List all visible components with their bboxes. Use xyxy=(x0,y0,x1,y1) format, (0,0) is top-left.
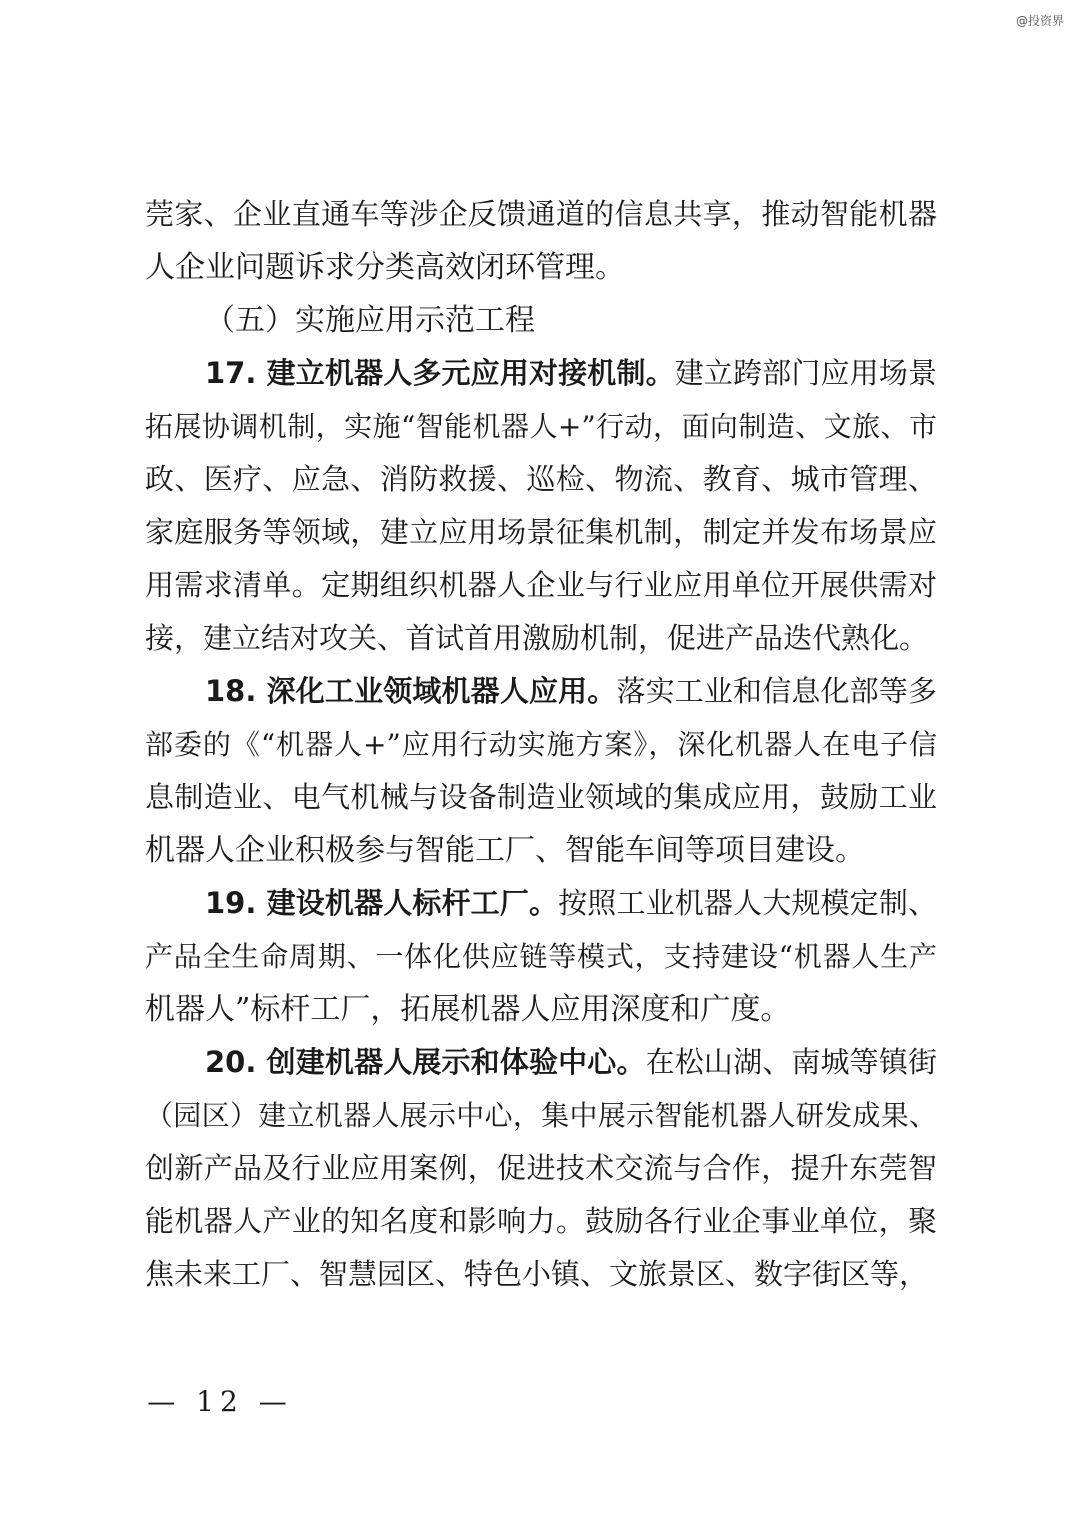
line-text: 机器人企业积极参与智能工厂、智能车间等项目建设。 xyxy=(145,833,865,868)
line-text: （园区）建立机器人展示中心，集中展示智能机器人研发成果、 xyxy=(145,1099,937,1132)
line-text: 接，建立结对攻关、首试首用激励机制，促进产品迭代熟化。 xyxy=(145,621,929,655)
line-text: 用需求清单。定期组织机器人企业与行业应用单位开展供需对 xyxy=(145,568,937,602)
line-text: 按照工业机器人大规模定制、 xyxy=(558,886,937,920)
text-line xyxy=(145,1036,937,1089)
line-text: 人企业问题诉求分类高效闭环管理。 xyxy=(145,250,625,285)
item-heading: 18. 深化工业领域机器人应用。 xyxy=(205,674,617,708)
text-line xyxy=(145,718,937,771)
text-line xyxy=(145,400,937,453)
line-text: 产品全生命周期、一体化供应链等模式，支持建设“机器人生产 xyxy=(145,940,937,973)
line-text: 莞家、企业直通车等涉企反馈通道的信息共享，推动智能机器 xyxy=(145,197,937,231)
text-line xyxy=(145,1248,937,1301)
line-text: 息制造业、电气机械与设备制造业领域的集成应用，鼓励工业 xyxy=(145,780,937,814)
text-line xyxy=(145,930,937,983)
text-line xyxy=(145,1142,937,1195)
line-text: 创新产品及行业应用案例，促进技术交流与合作，提升东莞智 xyxy=(145,1151,937,1185)
text-line xyxy=(145,877,937,930)
item-heading: 20. 创建机器人展示和体验中心。 xyxy=(205,1045,646,1079)
line-text: 拓展协调机制，实施“智能机器人+”行动，面向制造、文旅、市 xyxy=(145,410,937,443)
text-line xyxy=(145,347,937,400)
line-text: 建立跨部门应用场景 xyxy=(674,356,937,390)
text-line xyxy=(145,1089,937,1142)
document-body xyxy=(145,188,937,1301)
text-line xyxy=(145,983,937,1036)
line-text: 家庭服务等领域，建立应用场景征集机制，制定并发布场景应 xyxy=(145,515,937,549)
line-text: 在松山湖、南城等镇街 xyxy=(645,1045,937,1079)
text-line xyxy=(145,612,937,665)
line-text: 落实工业和信息化部等多 xyxy=(616,674,937,708)
page-number: — 12 — xyxy=(147,1385,293,1418)
item-heading: 17. 建立机器人多元应用对接机制。 xyxy=(205,356,675,390)
text-line xyxy=(145,665,937,718)
text-line xyxy=(145,771,937,824)
line-text: 能机器人产业的知名度和影响力。鼓励各行业企事业单位，聚 xyxy=(145,1204,937,1238)
text-line xyxy=(145,559,937,612)
text-line xyxy=(145,188,937,241)
line-text: 部委的《“机器人+”应用行动实施方案》，深化机器人在电子信 xyxy=(145,728,937,761)
line-text: 政、医疗、应急、消防救援、巡检、物流、教育、城市管理、 xyxy=(145,462,937,496)
text-line xyxy=(145,506,937,559)
line-text: 焦未来工厂、智慧园区、特色小镇、文旅景区、数字街区等， xyxy=(145,1257,929,1291)
text-line xyxy=(145,824,937,877)
watermark-text: @投资界 xyxy=(1015,14,1064,28)
text-line xyxy=(145,453,937,506)
text-line xyxy=(145,241,937,294)
item-heading: 19. 建设机器人标杆工厂。 xyxy=(205,886,559,920)
text-line xyxy=(145,294,937,347)
line-text: （五）实施应用示范工程 xyxy=(205,303,535,338)
text-line xyxy=(145,1195,937,1248)
line-text: 机器人”标杆工厂，拓展机器人应用深度和广度。 xyxy=(145,992,791,1027)
